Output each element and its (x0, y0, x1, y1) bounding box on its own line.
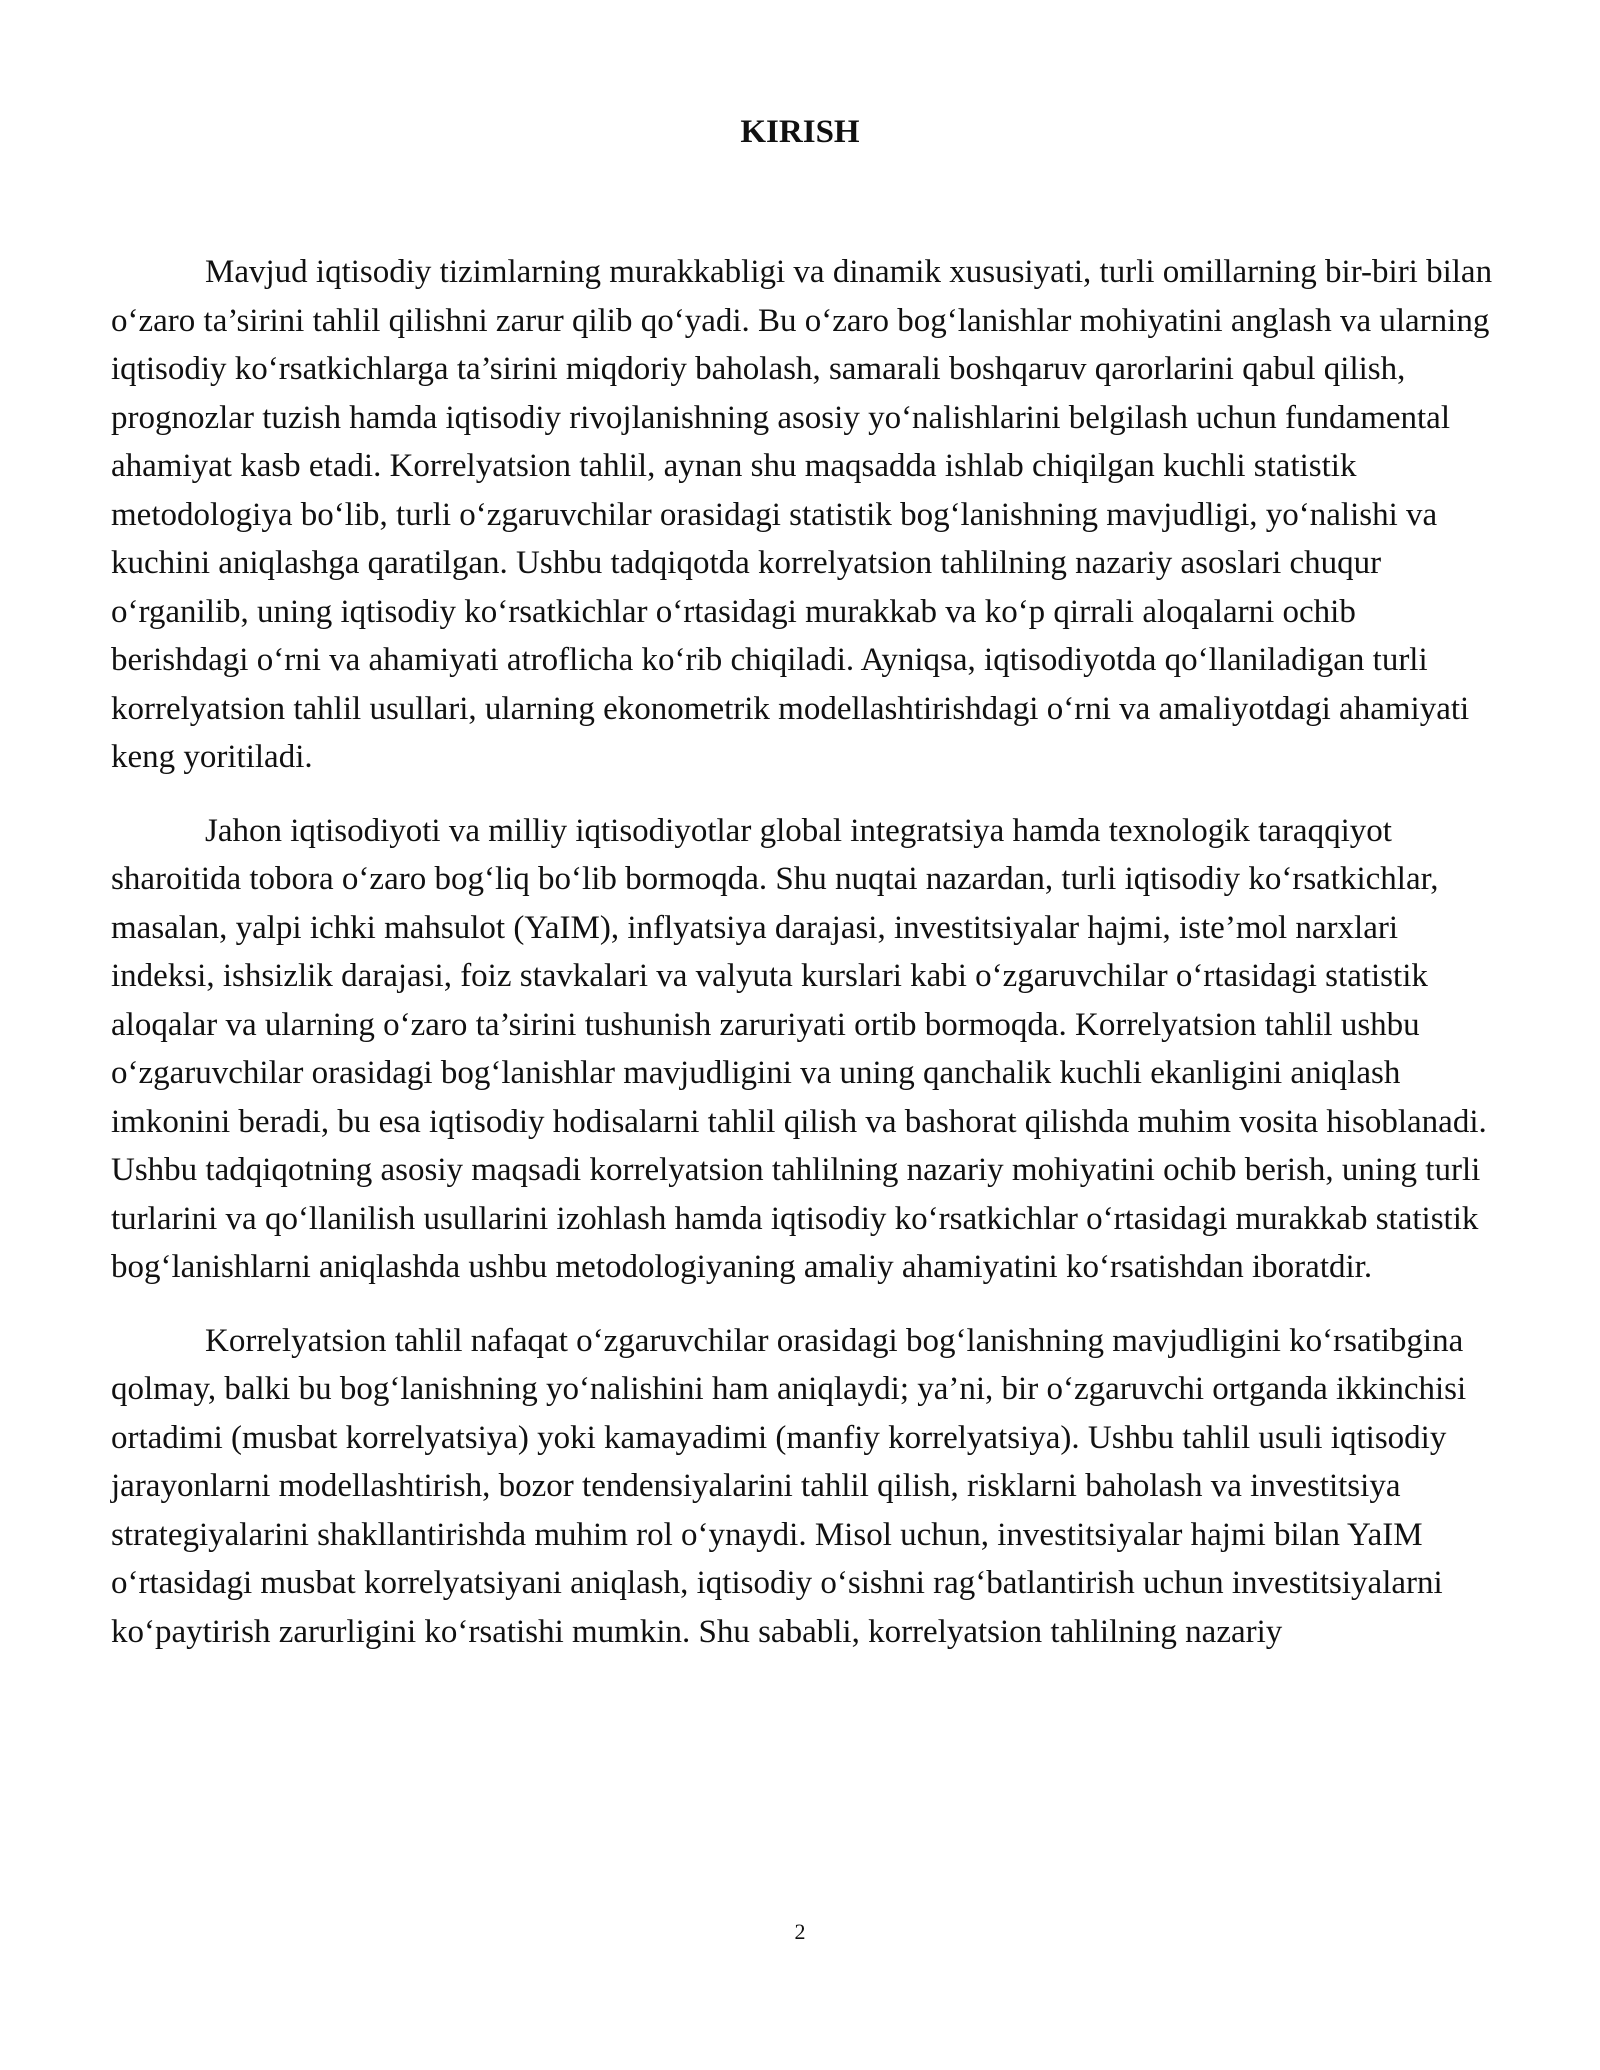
page-title: KIRISH (740, 114, 860, 150)
paragraph-3: Korrelyatsion tahlil nafaqat o‘zgaruvchilar orasidagi bog‘lanishning mavjudligini ko‘rsatibgina qolmay, balki bu bog‘lanishning yo‘nalishini ham aniqlaydi; ya’ni, bir o‘zgaruvchi ortganda ikkinchisi ortadimi (musbat korrelyatsiya) yoki kamayadimi (manfiy korrelyatsiya). Ushbu tahlil usuli iqtisodiy jarayonlarni modellashtirish, bozor tendensiyalarini tahlil qilish, risklarni baholash va investitsiya strategiyalarini shakllantirishda muhim rol o‘ynaydi. Misol uchun, investitsiyalar hajmi bilan YaIM o‘rtasidagi musbat korrelyatsiyani aniqlash, iqtisodiy o‘sishni rag‘batlantirish uchun investitsiyalarni ko‘paytirish zarurligini ko‘rsatishi mumkin. Shu sababli, korrelyatsion tahlilning nazariy (111, 1322, 1467, 1650)
page-number: 2 (794, 1919, 806, 1944)
paragraph-2: Jahon iqtisodiyoti va milliy iqtisodiyotlar global integratsiya hamda texnologik taraqqiyot sharoitida tobora o‘zaro bog‘liq bo‘lib bormoqda. Shu nuqtai nazardan, turli iqtisodiy ko‘rsatkichlar, masalan, yalpi ichki mahsulot (YaIM), inflyatsiya darajasi, investitsiyalar hajmi, iste’mol narxlari indeksi, ishsizlik darajasi, foiz stavkalari va valyuta kurslari kabi o‘zgaruvchilar o‘rtasidagi statistik aloqalar va ularning o‘zaro ta’sirini tushunish zaruriyati ortib bormoqda. Korrelyatsion tahlil ushbu o‘zgaruvchilar orasidagi bog‘lanishlar mavjudligini va uning qanchalik kuchli ekanligini aniqlash imkonini beradi, bu esa iqtisodiy hodisalarni tahlil qilish va bashorat qilishda muhim vosita hisoblanadi. Ushbu tadqiqotning asosiy maqsadi korrelyatsion tahlilning nazariy mohiyatini ochib berish, uning turli turlarini va qo‘llanilish usullarini izohlash hamda iqtisodiy ko‘rsatkichlar o‘rtasidagi murakkab statistik bog‘lanishlarni aniqlashda ushbu metodologiyaning amaliy ahamiyatini ko‘rsatishdan iboratdir. (111, 812, 1487, 1285)
body-text (111, 248, 1497, 1681)
paragraph-1: Mavjud iqtisodiy tizimlarning murakkabligi va dinamik xususiyati, turli omillarning bir-biri bilan o‘zaro ta’sirini tahlil qilishni zarur qilib qo‘yadi. Bu o‘zaro bog‘lanishlar mohiyatini anglash va ularning iqtisodiy ko‘rsatkichlarga ta’sirini miqdoriy baholash, samarali boshqaruv qarorlarini qabul qilish, prognozlar tuzish hamda iqtisodiy rivojlanishning asosiy yo‘nalishlarini belgilash uchun fundamental ahamiyat kasb etadi. Korrelyatsion tahlil, aynan shu maqsadda ishlab chiqilgan kuchli statistik metodologiya bo‘lib, turli o‘zgaruvchilar orasidagi statistik bog‘lanishning mavjudligi, yo‘nalishi va kuchini aniqlashga qaratilgan. Ushbu tadqiqotda korrelyatsion tahlilning nazariy asoslari chuqur o‘rganilib, uning iqtisodiy ko‘rsatkichlar o‘rtasidagi murakkab va ko‘p qirrali aloqalarni ochib berishdagi o‘rni va ahamiyati atroflicha ko‘rib chiqiladi. Ayniqsa, iqtisodiyotda qo‘llaniladigan turli korrelyatsion tahlil usullari, ularning ekonometrik modellashtirishdagi o‘rni va amaliyotdagi ahamiyati keng yoritiladi. (111, 254, 1493, 775)
